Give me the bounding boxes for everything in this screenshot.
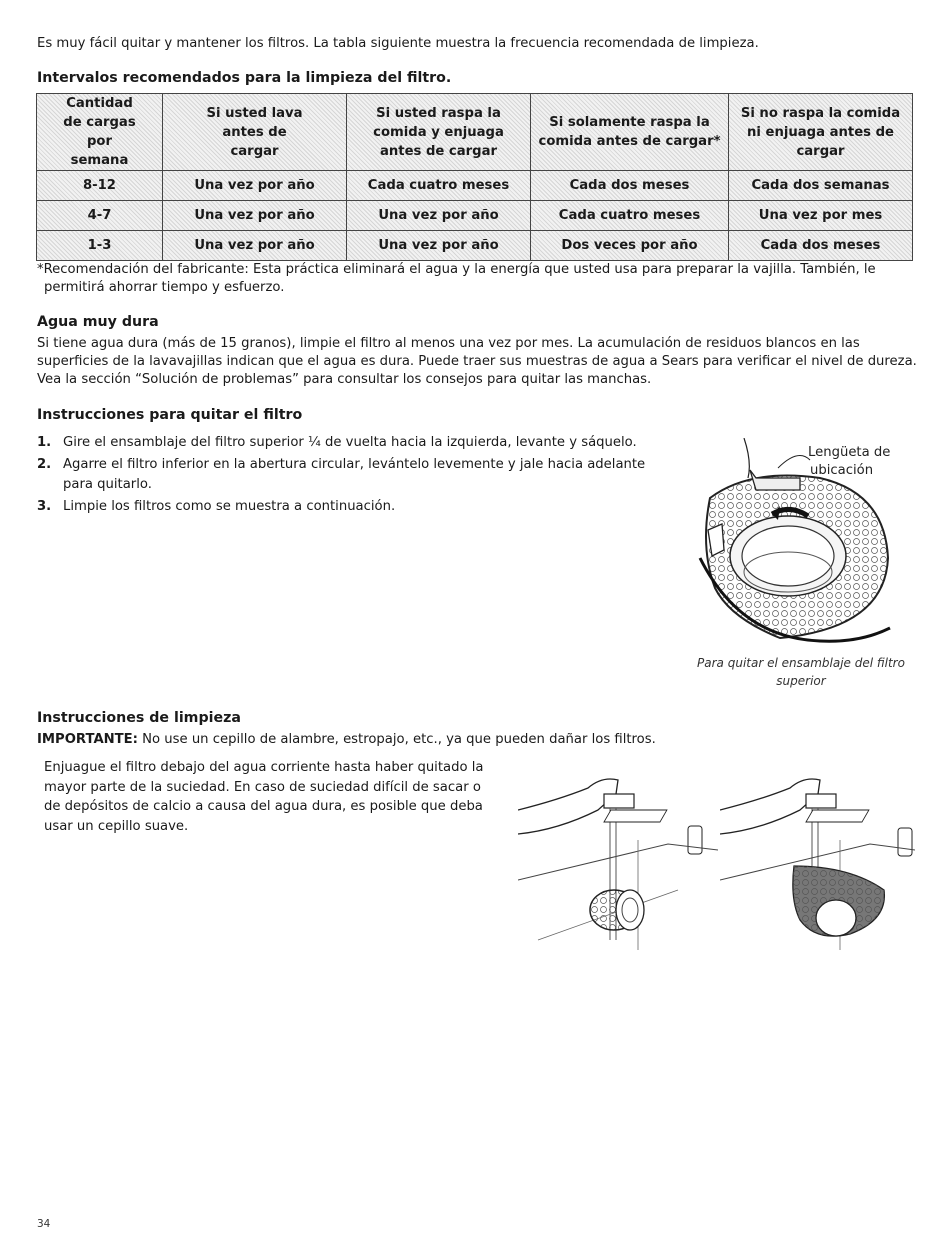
list-item: [37, 455, 677, 495]
step-text: Agarre el filtro inferior en la abertura circular, levántelo levemente y jale hacia adelante: [63, 457, 646, 472]
table-cell: Cada cuatro meses: [347, 171, 531, 201]
callout-line-2: ubicación: [810, 463, 874, 478]
table-row: [37, 171, 913, 201]
header-scrape-rinse: Si usted raspa la comida y enjuaga antes de cargar: [347, 94, 531, 171]
step-number: 1.: [37, 435, 52, 450]
table-cell: 1-3: [37, 231, 163, 261]
table-cell: Cada dos meses: [729, 231, 913, 261]
hard-water-line-1: Si tiene agua dura (más de 15 granos), limpie el filtro al menos una vez por mes. La acumulación de residuos blancos en las: [37, 336, 860, 351]
list-item: [37, 433, 677, 453]
cleaning-line: usar un cepillo suave.: [44, 818, 189, 834]
caption-line-1: Para quitar el ensamblaje del filtro: [697, 656, 905, 670]
cleaning-line: de depósitos de calcio a causa del agua dura, es posible que deba: [44, 799, 483, 814]
footnote-line-1: *Recomendación del fabricante: Esta práctica eliminará el agua y la energía que usted usa para preparar la vajilla. También, le: [37, 262, 876, 277]
cleaning-heading: Instrucciones de limpieza: [37, 710, 241, 726]
table-cell: Una vez por año: [347, 201, 531, 231]
callout-line-1: Lengüeta de: [808, 445, 891, 460]
caption-line-2: superior: [776, 674, 826, 688]
list-item: [37, 497, 677, 517]
step-number: 3.: [37, 499, 52, 514]
step-text: Limpie los filtros como se muestra a continuación.: [63, 499, 396, 514]
rinse-lower-filter-illustration: [518, 770, 718, 960]
table-cell: Cada dos semanas: [729, 171, 913, 201]
removal-steps: [37, 433, 677, 519]
filter-cleaning-table: [36, 93, 913, 261]
header-loads: Cantidad de cargas por semana: [37, 94, 163, 171]
rinse-upper-filter-illustration: [720, 770, 915, 960]
table-row: [37, 231, 913, 261]
table-cell: Una vez por año: [163, 201, 347, 231]
hard-water-heading: Agua muy dura: [37, 314, 159, 330]
hard-water-line-3: Vea la sección “Solución de problemas” para consultar los consejos para quitar las manchas.: [37, 372, 652, 387]
step-text-continued: para quitarlo.: [63, 477, 152, 492]
important-label: IMPORTANTE:: [37, 732, 138, 747]
table-header-row: [37, 94, 913, 171]
page-number: 34: [37, 1218, 51, 1230]
cleaning-body: [44, 758, 483, 836]
important-text: No use un cepillo de alambre, estropajo, etc., ya que pueden dañar los filtros.: [137, 732, 656, 747]
table-cell: 4-7: [37, 201, 163, 231]
footnote-line-2: permitirá ahorrar tiempo y esfuerzo.: [44, 280, 285, 295]
table-heading: Intervalos recomendados para la limpieza del filtro.: [37, 70, 452, 86]
important-note: [37, 730, 656, 750]
removal-heading: Instrucciones para quitar el filtro: [37, 407, 303, 423]
intro-text: Es muy fácil quitar y mantener los filtros. La tabla siguiente muestra la frecuencia recomendada de limpieza.: [37, 36, 759, 51]
table-cell: Cada dos meses: [531, 171, 729, 201]
table-cell: Una vez por mes: [729, 201, 913, 231]
table-cell: Una vez por año: [163, 171, 347, 201]
callout-locator-tab: [808, 444, 890, 480]
header-scrape-only: Si solamente raspa la comida antes de cargar*: [531, 94, 729, 171]
table-cell: 8-12: [37, 171, 163, 201]
step-number: 2.: [37, 457, 52, 472]
cleaning-line: mayor parte de la suciedad. En caso de suciedad difícil de sacar o: [44, 779, 481, 795]
header-prewash: Si usted lava antes de cargar: [163, 94, 347, 171]
step-text: Gire el ensamblaje del filtro superior ¼ de vuelta hacia la izquierda, levante y sáquelo.: [63, 435, 637, 450]
table-cell: Dos veces por año: [531, 231, 729, 261]
table-cell: Una vez por año: [163, 231, 347, 261]
table-row: [37, 201, 913, 231]
hard-water-line-2: superficies de la lavavajillas indican que el agua es dura. Puede traer sus muestras de agua a Sears para verificar el nivel de dureza.: [37, 354, 917, 369]
cleaning-line: Enjuague el filtro debajo del agua corriente hasta haber quitado la: [44, 760, 484, 775]
table-cell: Cada cuatro meses: [531, 201, 729, 231]
table-cell: Una vez por año: [347, 231, 531, 261]
header-no-scrape: Si no raspa la comida ni enjuaga antes de cargar: [729, 94, 913, 171]
figure-caption: [690, 654, 912, 690]
